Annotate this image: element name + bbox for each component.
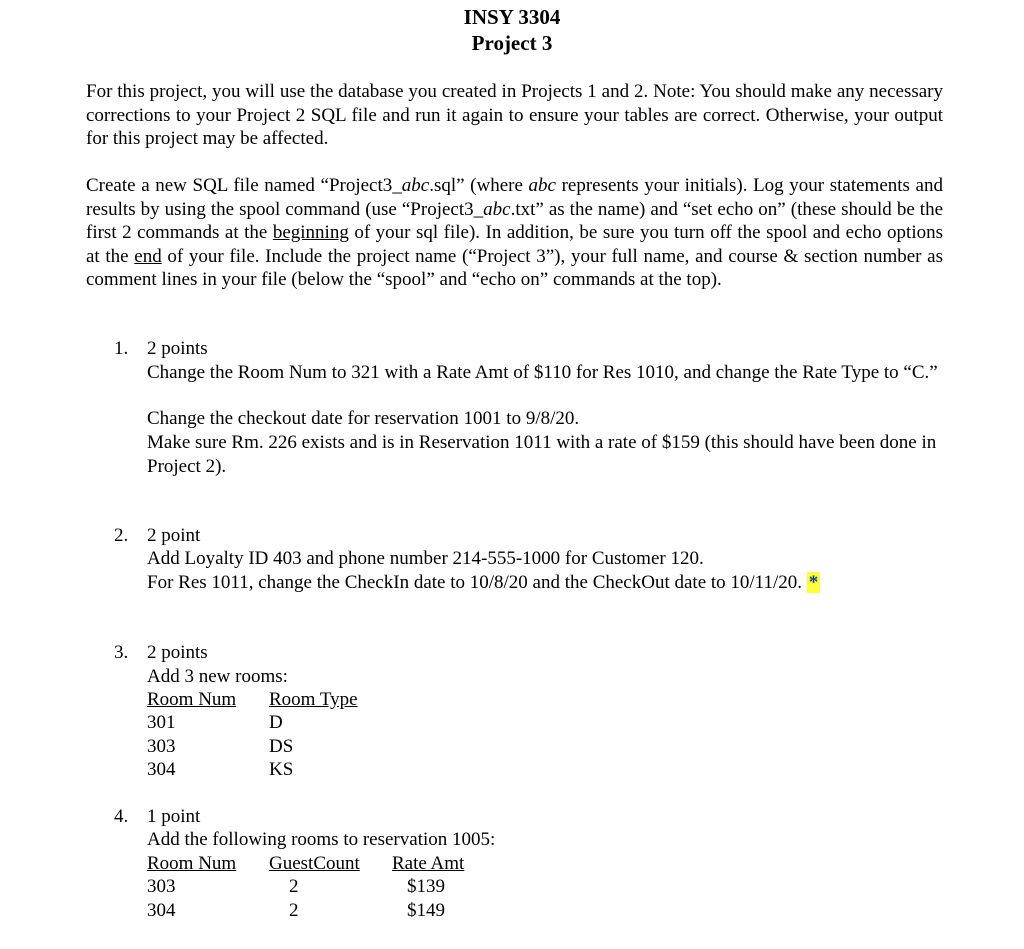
initials-placeholder: abc xyxy=(483,198,511,220)
beginning-emphasis: beginning xyxy=(272,222,349,243)
table-cell: 2 xyxy=(289,876,299,897)
item-3-line: Add 3 new rooms: xyxy=(147,666,288,687)
table-cell: 304 xyxy=(147,759,176,780)
table-header: Room Num xyxy=(147,853,237,874)
item-3-number: 3. xyxy=(114,642,129,663)
table-cell: 304 xyxy=(147,900,176,921)
item-2-number: 2. xyxy=(114,525,129,546)
item-1-line: Change the checkout date for reservation 1001 to 9/8/20. xyxy=(147,408,580,429)
table-header: Room Type xyxy=(269,689,358,710)
initials-placeholder: abc xyxy=(528,175,556,196)
asterisk-marker: * xyxy=(808,572,819,593)
item-4-points: 1 point xyxy=(147,806,201,827)
item-2-points: 2 point xyxy=(147,525,201,546)
item-2-line: Add Loyalty ID 403 and phone number 214-555-1000 for Customer 120. xyxy=(147,548,704,569)
item-4-line: Add the following rooms to reservation 1005: xyxy=(147,829,496,850)
item-3-points: 2 points xyxy=(147,642,208,663)
table-header: GuestCount xyxy=(269,853,360,874)
table-cell: 2 xyxy=(289,900,299,921)
item-4-number: 4. xyxy=(114,806,129,827)
table-cell: 303 xyxy=(147,736,176,757)
item-1-points: 2 points xyxy=(147,338,208,359)
instructions-paragraph: Create a new SQL file named “Project3_abc.sql” (where abc represents your initials). Log your statements and results by using the spool command (use “Project3_abc.txt” as the name) and “set echo on” (these should be the first 2 commands at the beginning of your sql file). In addition, be sure you turn off the spool and echo options at the end of your file. Include the project name (“Project 3”), your full name, and course & section number as comment lines in your file (below the “spool” and “echo on” commands at the top). xyxy=(86,175,943,290)
table-cell: 303 xyxy=(147,876,176,897)
item-1-number: 1. xyxy=(114,338,129,359)
table-cell: KS xyxy=(269,759,294,780)
intro-paragraph: For this project, you will use the database you created in Projects 1 and 2. Note: You should make any necessary corrections to your Project 2 SQL file and run it again to ensure your tables are correct. Otherwise, your output for this project may be affected. xyxy=(86,81,943,149)
table-cell: DS xyxy=(269,736,294,757)
table-cell: D xyxy=(269,712,283,733)
table-cell: $139 xyxy=(407,876,445,897)
course-title: INSY 3304 xyxy=(463,5,561,29)
end-emphasis: end xyxy=(134,245,162,267)
item-1-line: Change the Room Num to 321 with a Rate Amt of $110 for Res 1010, and change the Rate Type to “C.” xyxy=(147,362,938,383)
table-cell: $149 xyxy=(407,900,445,921)
item-1-line: Make sure Rm. 226 exists and is in Reservation 1011 with a rate of $159 (this should have been done in Project 2). xyxy=(147,432,937,477)
item-2-line: For Res 1011, change the CheckIn date to 10/8/20 and the CheckOut date to 10/11/20. * xyxy=(147,572,819,593)
initials-placeholder: abc xyxy=(401,175,430,196)
table-cell: 301 xyxy=(147,712,176,733)
table-header: Rate Amt xyxy=(392,853,465,874)
project-title: Project 3 xyxy=(471,31,553,55)
table-header: Room Num xyxy=(147,689,237,710)
